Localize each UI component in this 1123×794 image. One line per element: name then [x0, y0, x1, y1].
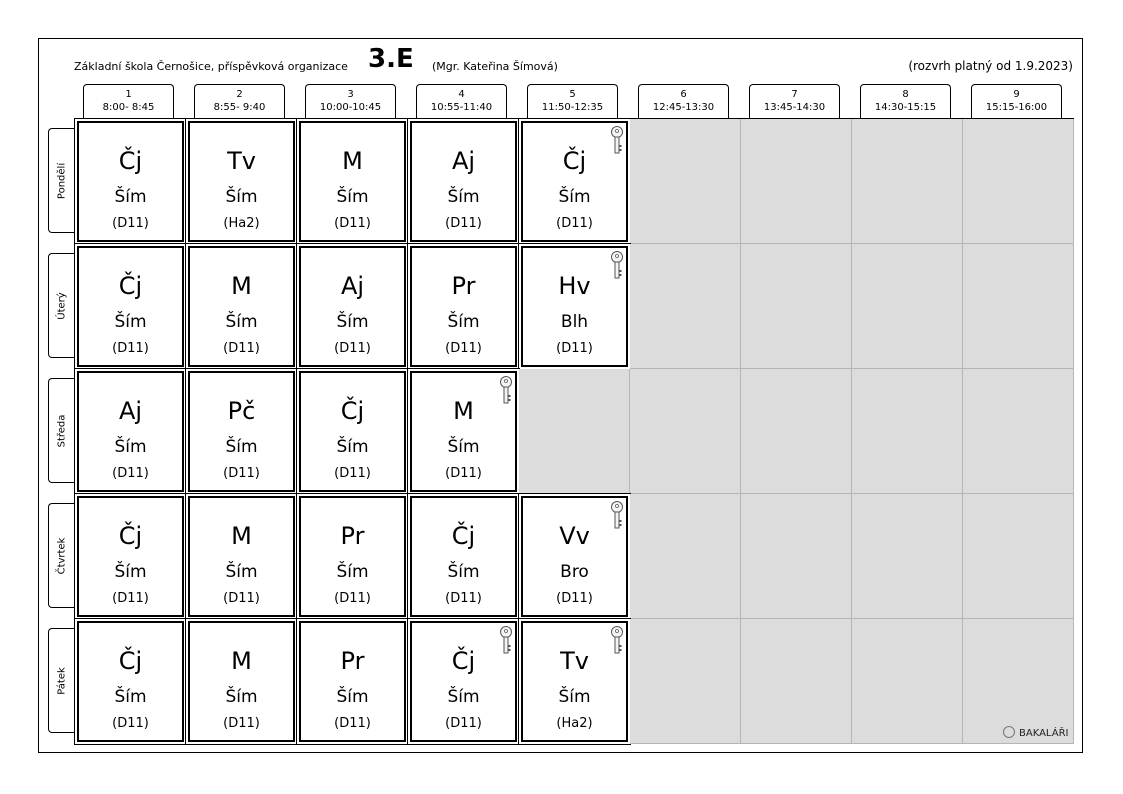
- lesson-room: (Ha2): [556, 716, 593, 731]
- lesson-subject: Aj: [118, 397, 143, 425]
- lesson-subject: Čj: [118, 147, 143, 175]
- period-number: 8: [902, 89, 909, 100]
- lesson-room: (D11): [445, 466, 482, 481]
- empty-cell: [963, 119, 1074, 244]
- period-time: 12:45-13:30: [652, 102, 715, 113]
- lesson-subject: M: [453, 397, 474, 425]
- lesson-cell[interactable]: [519, 244, 630, 369]
- lesson-cell[interactable]: [186, 619, 297, 744]
- lesson-subject: Vv: [559, 522, 590, 550]
- lesson-teacher: Ším: [336, 687, 369, 707]
- day-label: Pondělí: [56, 162, 67, 199]
- lesson-cell[interactable]: [75, 119, 186, 244]
- lesson-cell[interactable]: [408, 619, 519, 744]
- lesson-subject: Čj: [562, 147, 587, 175]
- class-name: 3.E: [368, 44, 414, 74]
- empty-cell: [630, 494, 741, 619]
- empty-cell: [630, 369, 741, 494]
- lesson-teacher: Ším: [336, 562, 369, 582]
- lesson-subject: Aj: [340, 272, 365, 300]
- lesson-cell[interactable]: [75, 619, 186, 744]
- lesson-subject: Tv: [227, 147, 256, 175]
- period-header-4: [416, 84, 507, 118]
- period-number: 5: [569, 89, 576, 100]
- lesson-teacher: Ším: [336, 312, 369, 332]
- lesson-room: (D11): [445, 216, 482, 231]
- lesson-cell[interactable]: [186, 369, 297, 494]
- lesson-room: (D11): [334, 216, 371, 231]
- bakalari-brand: [1003, 726, 1068, 739]
- lesson-room: (D11): [223, 341, 260, 356]
- lesson-teacher: Ším: [114, 437, 147, 457]
- period-time: 10:00-10:45: [319, 102, 382, 113]
- lesson-cell[interactable]: [297, 494, 408, 619]
- lesson-room: (D11): [223, 466, 260, 481]
- empty-cell: [963, 244, 1074, 369]
- empty-cell: [852, 119, 963, 244]
- lesson-subject: Čj: [118, 647, 143, 675]
- period-number: 9: [1013, 89, 1020, 100]
- day-label: Pátek: [56, 666, 67, 695]
- lesson-room: (D11): [445, 341, 482, 356]
- key-icon: [610, 625, 624, 655]
- period-number: 4: [458, 89, 465, 100]
- lesson-subject: Pr: [340, 522, 365, 550]
- lesson-teacher: Ším: [114, 312, 147, 332]
- empty-cell: [630, 119, 741, 244]
- empty-cell: [963, 369, 1074, 494]
- lesson-room: (D11): [334, 716, 371, 731]
- empty-cell: [741, 494, 852, 619]
- empty-cell: [963, 494, 1074, 619]
- day-header: [48, 253, 74, 358]
- lesson-room: (D11): [112, 591, 149, 606]
- lesson-cell[interactable]: [186, 119, 297, 244]
- lesson-teacher: Ším: [336, 187, 369, 207]
- day-header: [48, 503, 74, 608]
- lesson-cell[interactable]: [408, 119, 519, 244]
- key-icon: [499, 625, 513, 655]
- empty-cell: [852, 494, 963, 619]
- key-icon: [610, 500, 624, 530]
- key-icon: [610, 125, 624, 155]
- lesson-cell[interactable]: [75, 244, 186, 369]
- bakalari-logo-icon: [1003, 726, 1015, 738]
- lesson-cell[interactable]: [408, 244, 519, 369]
- day-header: [48, 378, 74, 483]
- day-label: Středa: [56, 414, 67, 447]
- empty-cell: [741, 369, 852, 494]
- class-teacher: (Mgr. Kateřina Šímová): [432, 60, 558, 73]
- period-time: 8:00- 8:45: [102, 102, 155, 113]
- lesson-room: (D11): [112, 466, 149, 481]
- lesson-teacher: Ším: [114, 562, 147, 582]
- validity-note: (rozvrh platný od 1.9.2023): [908, 59, 1073, 73]
- day-label: Čtvrtek: [56, 537, 67, 574]
- period-header-3: [305, 84, 396, 118]
- lesson-cell[interactable]: [519, 494, 630, 619]
- lesson-room: (D11): [334, 591, 371, 606]
- lesson-teacher: Ším: [447, 312, 480, 332]
- lesson-subject: M: [231, 647, 252, 675]
- lesson-cell[interactable]: [75, 369, 186, 494]
- period-time: 15:15-16:00: [985, 102, 1048, 113]
- period-number: 2: [236, 89, 243, 100]
- lesson-teacher: Ším: [447, 437, 480, 457]
- lesson-teacher: Ším: [114, 687, 147, 707]
- lesson-room: (D11): [112, 341, 149, 356]
- lesson-teacher: Ším: [447, 687, 480, 707]
- lesson-teacher: Ším: [558, 187, 591, 207]
- period-time: 10:55-11:40: [430, 102, 493, 113]
- empty-cell: [852, 244, 963, 369]
- lesson-cell[interactable]: [75, 494, 186, 619]
- lesson-cell[interactable]: [408, 494, 519, 619]
- lesson-teacher: Ším: [225, 437, 258, 457]
- empty-cell: [630, 619, 741, 744]
- lesson-subject: Tv: [560, 647, 589, 675]
- lesson-subject: Čj: [118, 272, 143, 300]
- period-number: 6: [680, 89, 687, 100]
- empty-cell: [741, 619, 852, 744]
- school-name: Základní škola Černošice, příspěvková organizace: [74, 60, 348, 73]
- period-header-9: [971, 84, 1062, 118]
- day-header: [48, 628, 74, 733]
- empty-cell: [630, 244, 741, 369]
- period-time: 14:30-15:15: [874, 102, 937, 113]
- lesson-subject: Aj: [451, 147, 476, 175]
- lesson-teacher: Ším: [225, 187, 258, 207]
- lesson-teacher: Ším: [447, 187, 480, 207]
- empty-cell: [741, 244, 852, 369]
- lesson-room: (D11): [334, 341, 371, 356]
- lesson-room: (D11): [445, 591, 482, 606]
- lesson-cell[interactable]: [408, 369, 519, 494]
- lesson-subject: M: [342, 147, 363, 175]
- period-header-8: [860, 84, 951, 118]
- day-header: [48, 128, 74, 233]
- period-number: 1: [125, 89, 132, 100]
- lesson-cell[interactable]: [297, 369, 408, 494]
- lesson-subject: Čj: [340, 397, 365, 425]
- lesson-cell[interactable]: [519, 619, 630, 744]
- empty-cell: [852, 369, 963, 494]
- lesson-cell[interactable]: [186, 244, 297, 369]
- lesson-room: (Ha2): [223, 216, 260, 231]
- period-number: 3: [347, 89, 354, 100]
- empty-cell: [519, 369, 630, 494]
- period-time: 8:55- 9:40: [213, 102, 266, 113]
- key-icon: [610, 250, 624, 280]
- lesson-subject: Pč: [227, 397, 256, 425]
- lesson-teacher: Blh: [560, 312, 589, 332]
- lesson-room: (D11): [556, 591, 593, 606]
- brand-label: BAKALÁŘI: [1019, 728, 1069, 739]
- schedule-grid: [74, 118, 1074, 743]
- empty-cell: [741, 119, 852, 244]
- lesson-room: (D11): [334, 466, 371, 481]
- lesson-room: (D11): [556, 216, 593, 231]
- period-header-1: [83, 84, 174, 118]
- lesson-teacher: Ším: [225, 312, 258, 332]
- lesson-subject: M: [231, 272, 252, 300]
- lesson-room: (D11): [445, 716, 482, 731]
- lesson-teacher: Bro: [560, 562, 589, 582]
- lesson-room: (D11): [112, 716, 149, 731]
- lesson-room: (D11): [223, 716, 260, 731]
- lesson-cell[interactable]: [297, 119, 408, 244]
- lesson-subject: Čj: [451, 647, 476, 675]
- period-time: 11:50-12:35: [541, 102, 604, 113]
- lesson-cell[interactable]: [186, 494, 297, 619]
- lesson-teacher: Ším: [447, 562, 480, 582]
- lesson-subject: M: [231, 522, 252, 550]
- lesson-cell[interactable]: [519, 119, 630, 244]
- lesson-room: (D11): [556, 341, 593, 356]
- lesson-teacher: Ším: [225, 562, 258, 582]
- lesson-teacher: Ším: [225, 687, 258, 707]
- lesson-cell[interactable]: [297, 244, 408, 369]
- period-number: 7: [791, 89, 798, 100]
- lesson-subject: Čj: [451, 522, 476, 550]
- empty-cell: [852, 619, 963, 744]
- lesson-cell[interactable]: [297, 619, 408, 744]
- period-header-6: [638, 84, 729, 118]
- lesson-teacher: Ším: [558, 687, 591, 707]
- key-icon: [499, 375, 513, 405]
- period-time: 13:45-14:30: [763, 102, 826, 113]
- period-header-7: [749, 84, 840, 118]
- lesson-subject: Čj: [118, 522, 143, 550]
- lesson-subject: Pr: [340, 647, 365, 675]
- lesson-subject: Hv: [558, 272, 591, 300]
- period-header-2: [194, 84, 285, 118]
- lesson-room: (D11): [112, 216, 149, 231]
- period-header-5: [527, 84, 618, 118]
- day-label: Úterý: [56, 291, 67, 320]
- lesson-subject: Pr: [451, 272, 476, 300]
- lesson-room: (D11): [223, 591, 260, 606]
- lesson-teacher: Ším: [114, 187, 147, 207]
- lesson-teacher: Ším: [336, 437, 369, 457]
